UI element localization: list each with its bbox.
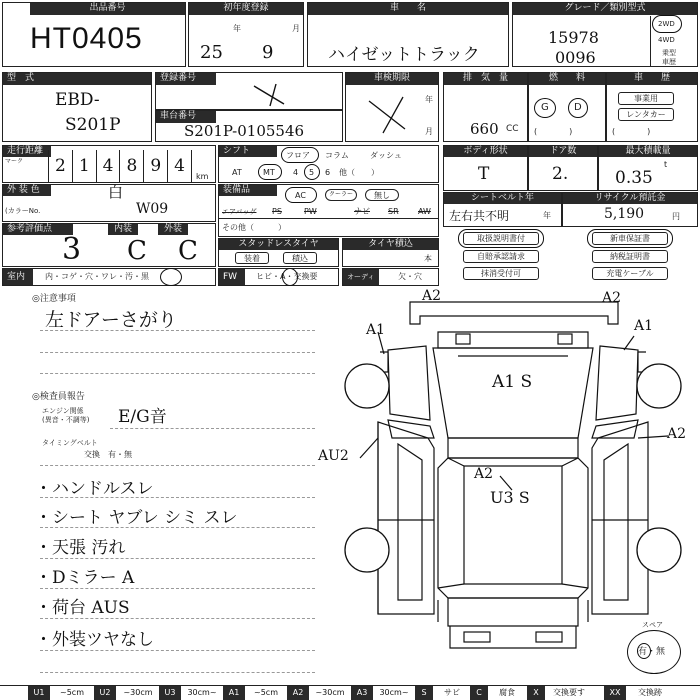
doc-warranty: 新車保証書	[592, 232, 668, 245]
report-line	[40, 588, 315, 589]
notice-label: ◎注意事項	[32, 294, 76, 304]
doc-manual: 取扱説明書付	[463, 232, 539, 245]
score-interior-label: 内装	[108, 224, 138, 235]
legend-key: A1	[223, 686, 245, 700]
equip-ps: PS	[272, 207, 282, 216]
mileage-digits	[48, 150, 192, 182]
report-label: ◎検査員報告	[32, 392, 85, 402]
equip-aw: AW	[418, 207, 431, 216]
legend-key: S	[415, 686, 433, 700]
shift-floor-circle	[281, 147, 319, 163]
damage-mark: U3 S	[490, 488, 530, 507]
shift-mt: MT	[263, 168, 275, 177]
notice-text: 左ドアーさがり	[45, 309, 177, 331]
inspection-cross	[365, 93, 415, 138]
color-code: W09	[136, 201, 169, 217]
mileage-digit: 4	[96, 150, 120, 182]
doc-cable: 充電ケーブル	[592, 267, 668, 280]
legend-key: XX	[604, 686, 626, 700]
interior-row-items: 内・コゲ・穴・ワレ・汚・黒	[45, 272, 149, 281]
grade-value-1: 15978	[548, 28, 599, 47]
equip-divider	[218, 218, 439, 219]
report-line	[40, 465, 315, 466]
shift-5: 5	[309, 168, 315, 177]
color-label: 外 装 色	[3, 185, 51, 196]
color-code-label: (カラーNo.	[5, 207, 41, 215]
displacement-unit: CC	[506, 124, 519, 134]
recycle-value: 5,190	[604, 206, 645, 222]
equip-ac: AC	[295, 191, 306, 200]
notice-line	[40, 330, 315, 331]
shift-mt-circle	[258, 164, 282, 180]
color-value: 白	[108, 183, 124, 201]
lot-label: 出品番号	[30, 3, 185, 15]
fw-row-label: FW	[219, 269, 245, 285]
report-item: ・荷台 AUS	[35, 598, 130, 618]
car-name-value: ハイゼットトラック	[328, 45, 480, 65]
legend-key: U3	[159, 686, 181, 700]
doc-tax: 納税証明書	[592, 250, 668, 263]
report-line	[110, 428, 315, 429]
legend-value: サビ	[444, 688, 460, 697]
shift-dash: ダッシュ	[370, 151, 402, 160]
shift-5-circle	[304, 164, 320, 180]
tire-label: タイヤ積込	[343, 239, 438, 250]
mileage-digit: 2	[48, 150, 72, 182]
damage-mark: A2	[474, 466, 494, 482]
tire-unit: 本	[424, 254, 432, 263]
report-line	[40, 527, 315, 528]
fuel-label: 燃 料	[529, 73, 605, 85]
grade-form-label: 乗型	[662, 49, 676, 57]
legend-key: X	[527, 686, 545, 700]
shift-column: コラム	[325, 151, 349, 160]
damage-mark: A1 S	[492, 372, 533, 392]
grade-label: グレード／類別型式	[513, 3, 697, 15]
doc-manual-circle	[458, 229, 544, 248]
load-unit: t	[664, 160, 668, 169]
timing-change: 交換 有・無	[84, 450, 132, 459]
body-type-label: ボディ形状	[444, 146, 527, 157]
inspection-label: 車検期限	[346, 73, 438, 85]
shift-at: AT	[232, 168, 242, 177]
mileage-mark: マーク	[5, 158, 24, 165]
report-line	[40, 650, 315, 651]
damage-mark: A1	[634, 318, 654, 334]
engine-label: エンジン関係 (異音・不調等)	[42, 407, 90, 424]
grade-value-2: 0096	[555, 48, 596, 67]
car-type-label: 車 歴	[607, 73, 697, 85]
spare-yes-circle	[637, 643, 651, 659]
body-type-value: T	[478, 164, 490, 184]
chassis-value: S201P-0105546	[184, 122, 305, 140]
mileage-digit: 1	[72, 150, 96, 182]
recycle-label: リサイクル預託金	[563, 193, 697, 204]
legend-value: 30cm~	[379, 688, 409, 697]
legend-value: 30cm~	[187, 688, 217, 697]
report-line	[40, 672, 315, 673]
inspection-year: 年	[425, 95, 433, 104]
spare-value: 有・無	[638, 647, 666, 657]
damage-mark: A2	[602, 290, 622, 306]
legend-key: U1	[28, 686, 50, 700]
equip-pw: PW	[304, 207, 317, 216]
legend-value: ~30cm	[123, 688, 153, 697]
car-name-label: 車 名	[308, 3, 508, 15]
doc-liability: 自賠承認請求	[463, 250, 539, 263]
shift-floor: フロア	[286, 151, 310, 160]
car-type-biz: 事業用	[618, 92, 674, 105]
seatbelt-year: 年	[543, 211, 551, 220]
audio-row-items: 欠・穴	[398, 272, 422, 281]
legend-value: 腐食	[499, 688, 515, 697]
mileage-digit: 9	[143, 150, 167, 182]
shift-6: 6	[325, 168, 331, 177]
score-exterior-label: 外装	[158, 224, 188, 235]
interior-circle	[160, 268, 182, 286]
equip-airbag: エアバッグ	[222, 208, 257, 216]
studless-label: スタッドレスタイヤ	[219, 239, 338, 250]
first-reg-month: 9	[262, 42, 274, 63]
equip-cooler: クーラー	[325, 189, 357, 201]
fuel-g: G	[541, 102, 549, 113]
inspection-month: 月	[425, 127, 433, 136]
report-item: ・シート ヤブレ シミ スレ	[35, 508, 238, 528]
report-item: ・ハンドルスレ	[35, 479, 154, 499]
damage-mark: A2	[667, 426, 687, 442]
fw-row-items: ヒビ・A・交換要	[256, 272, 318, 281]
studless-replace: 装着	[235, 252, 269, 264]
car-type-paren: ( )	[612, 127, 651, 136]
doc-deregister: 抹消受付可	[463, 267, 539, 280]
reg-no-label: 登録番号	[156, 73, 216, 85]
report-line	[40, 558, 315, 559]
legend-key: U2	[94, 686, 116, 700]
doors-value: 2.	[552, 164, 569, 184]
chassis-label: 車台番号	[156, 111, 216, 123]
studless-load: 積込	[283, 252, 317, 264]
model-line-2: S201P	[65, 115, 121, 135]
mileage-label: 走行距離	[3, 146, 51, 157]
legend-value: ~5cm	[254, 688, 278, 697]
legend-value: ~30cm	[315, 688, 345, 697]
shift-4: 4	[293, 168, 299, 177]
first-reg-year-label: 年	[233, 24, 241, 33]
seatbelt-value: 左右共不明	[449, 209, 510, 223]
reg-no-cross	[250, 82, 290, 108]
notice-line	[40, 373, 315, 374]
shift-label: シフト	[219, 146, 277, 157]
doc-warranty-circle	[587, 229, 673, 248]
displacement-label: 排 気 量	[444, 73, 527, 85]
legend-key: A3	[351, 686, 373, 700]
recycle-unit: 円	[672, 212, 680, 221]
legend-key: A2	[287, 686, 309, 700]
interior-row-label: 室内	[3, 269, 33, 285]
report-item: ・Dミラー A	[35, 568, 135, 588]
timing-label: タイミングベルト	[42, 439, 98, 447]
drive-4wd: 4WD	[658, 36, 675, 44]
shift-other: 他（ ）	[339, 168, 379, 177]
legend-value: ~5cm	[60, 688, 84, 697]
first-reg-label: 初年度登録	[189, 3, 303, 15]
score-label: 参考評価点	[3, 224, 73, 235]
fuel-d: D	[574, 102, 582, 113]
notice-line	[40, 352, 315, 353]
displacement-value: 660	[470, 120, 499, 138]
damage-mark: AU2	[318, 448, 349, 464]
first-reg-month-label: 月	[292, 24, 300, 33]
equip-ac-circle	[285, 187, 317, 203]
model-line-1: EBD-	[55, 90, 100, 110]
equipment-label: 装備品	[219, 185, 277, 196]
score-overall: 3	[62, 232, 82, 267]
equip-sr: SR	[388, 207, 399, 216]
legend-value: 交換跡	[638, 688, 662, 697]
audio-row-label: オーディオ	[343, 269, 379, 285]
mileage-unit: km	[196, 172, 209, 181]
load-value: 0.35	[615, 168, 653, 188]
grade-class-label: 車歴	[662, 58, 676, 66]
engine-note: E/G音	[118, 407, 167, 427]
damage-mark: A1	[366, 322, 386, 338]
drive-2wd: 2WD	[658, 20, 675, 28]
report-item: ・天張 汚れ	[35, 538, 126, 558]
score-exterior: C	[178, 236, 198, 266]
mileage-digit: 4	[167, 150, 192, 182]
equip-other: その他（ ）	[222, 223, 286, 232]
report-item: ・外装ツヤなし	[35, 630, 154, 650]
report-line	[40, 618, 315, 619]
score-interior: C	[127, 236, 147, 266]
doors-label: ドア数	[529, 146, 597, 157]
car-type-rental: レンタカー	[618, 108, 674, 121]
legend-value: 交換要す	[553, 688, 585, 697]
load-label: 最大積載量	[599, 146, 697, 157]
model-label: 型 式	[3, 73, 151, 85]
equip-none: 無し	[365, 189, 399, 201]
equip-navi: ナビ	[354, 207, 370, 216]
first-reg-year: 25	[200, 42, 223, 63]
drive-2wd-circle	[652, 15, 682, 33]
seatbelt-label: シートベルト年	[444, 193, 561, 204]
spare-label: スペア	[642, 621, 663, 629]
fw-a-circle	[282, 268, 298, 286]
fuel-paren: ( )	[534, 127, 573, 136]
legend-key: C	[470, 686, 488, 700]
mileage-digit: 8	[119, 150, 143, 182]
report-line	[40, 497, 315, 498]
lot-number: HT0405	[30, 22, 143, 55]
damage-mark: A2	[422, 288, 442, 304]
